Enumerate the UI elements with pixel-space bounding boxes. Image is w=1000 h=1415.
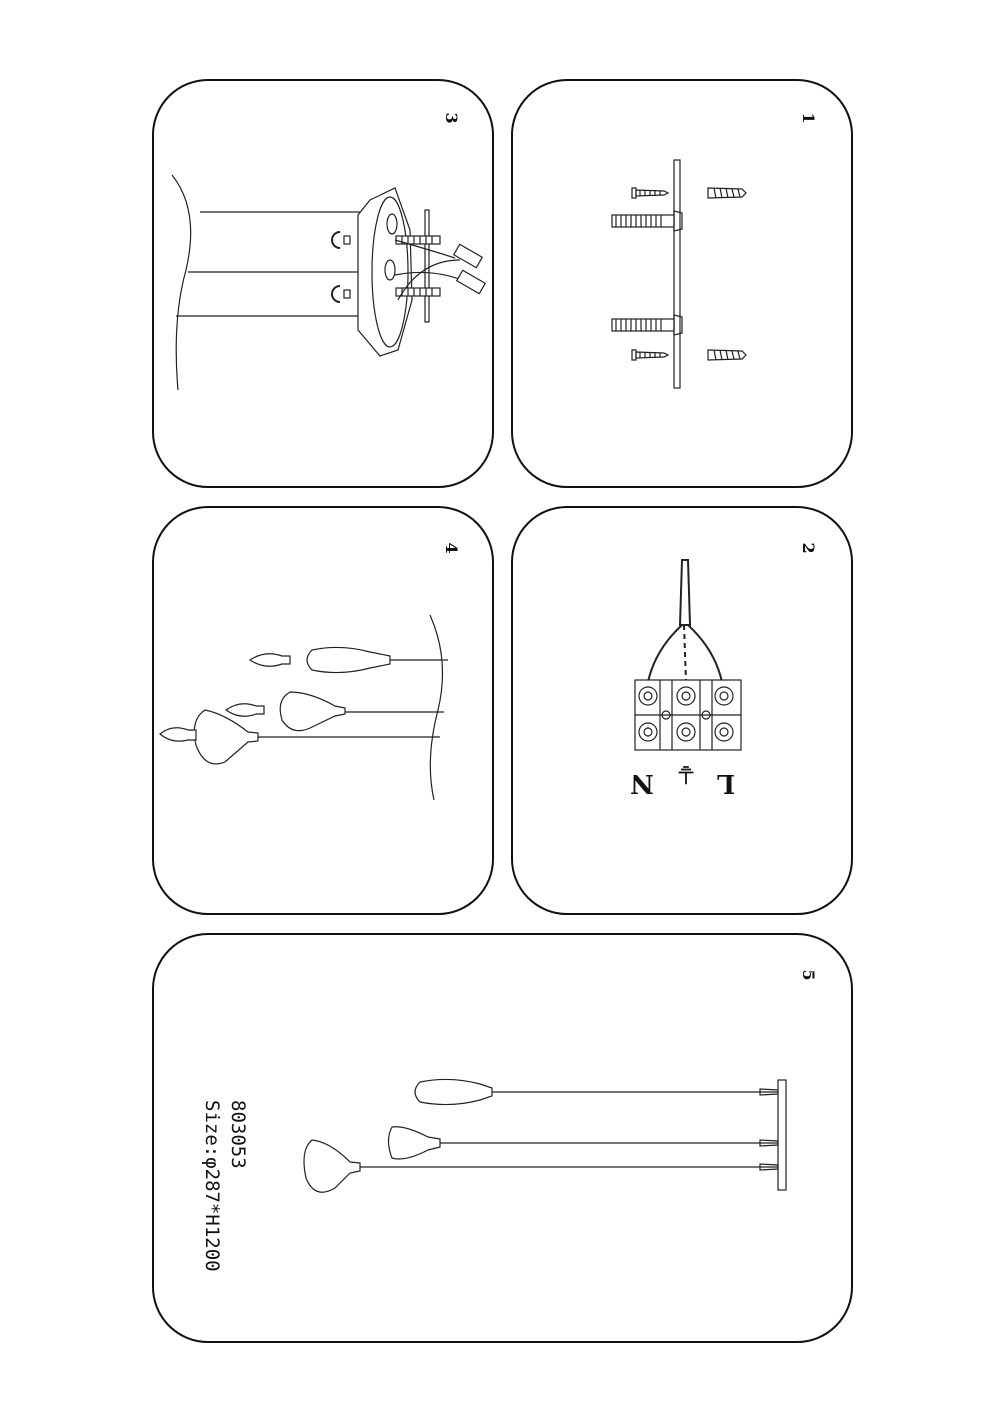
wood-screw-bottom [632, 350, 668, 360]
step-1-number: 1 [799, 112, 818, 124]
panel-step-4 [153, 507, 493, 914]
long-bolt-bottom [612, 315, 682, 335]
wall-plug-bottom [708, 350, 746, 360]
canopy-illustration [172, 175, 485, 390]
model-number: 803053 [227, 1100, 249, 1169]
long-bolt-top [612, 211, 682, 231]
finished-lamp-illustration [304, 1079, 786, 1192]
neutral-wire-label: N [630, 768, 654, 798]
wiring-illustration [635, 560, 741, 750]
step-2-number: 2 [799, 542, 818, 554]
earth-symbol-label: ⏚ [674, 760, 698, 786]
live-wire-label: L [716, 768, 736, 798]
shade-fitting-illustration [160, 615, 448, 800]
product-size: Size:φ287*H1200 [201, 1100, 223, 1272]
step-5-number: 5 [799, 969, 818, 981]
wall-plug-top [708, 188, 746, 198]
step-4-number: 4 [442, 542, 461, 554]
panel-step-1 [512, 80, 852, 487]
step-3-number: 3 [442, 112, 461, 124]
panel-step-5 [153, 934, 852, 1342]
wood-screw-top [632, 188, 668, 198]
mounting-bracket-illustration [612, 160, 746, 388]
panel-step-2 [512, 507, 852, 914]
panel-step-3 [153, 80, 493, 487]
